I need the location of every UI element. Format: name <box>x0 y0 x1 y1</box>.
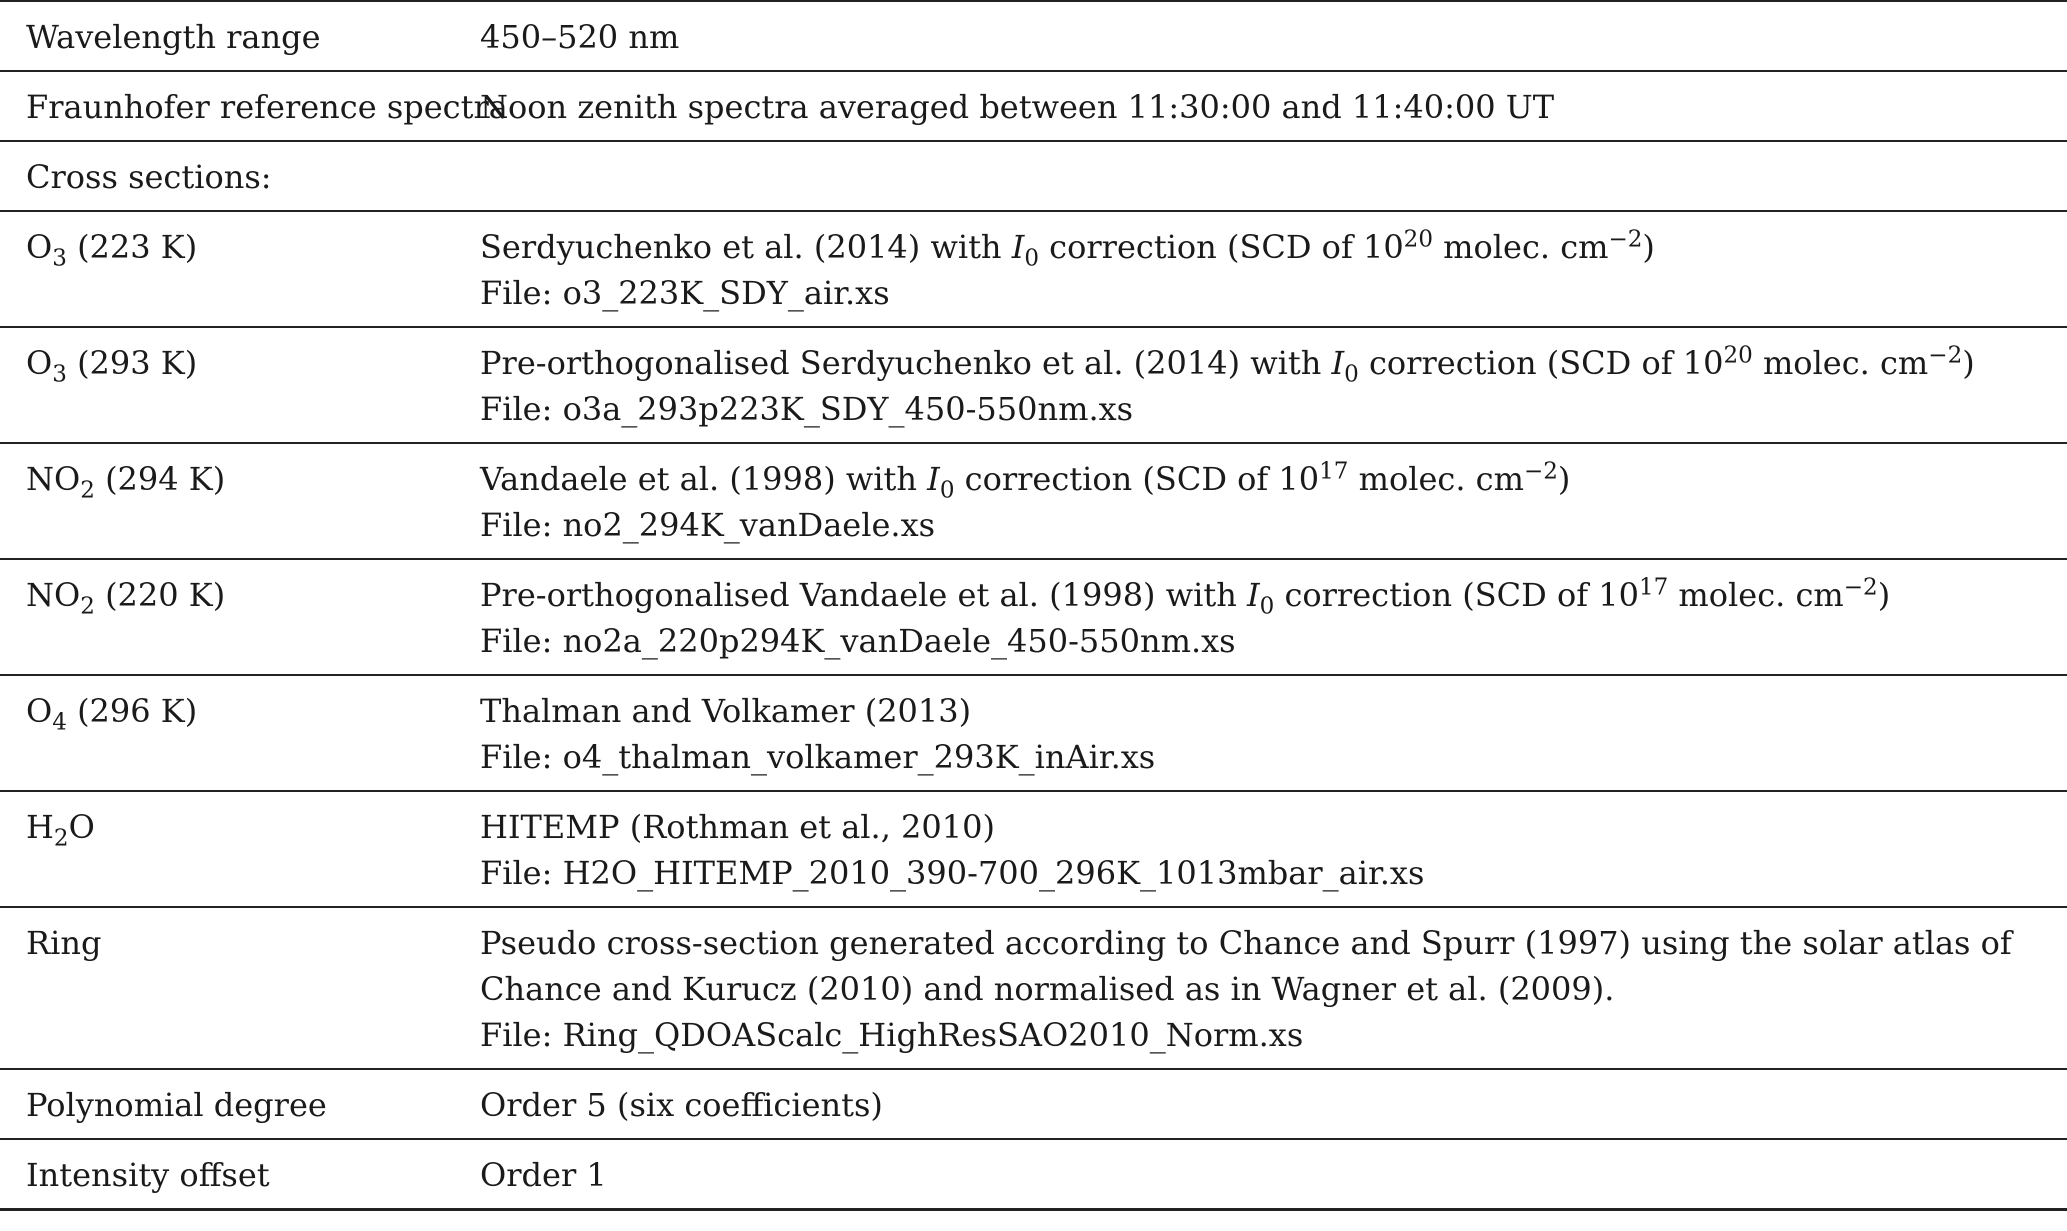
row-label: Intensity offset <box>26 1156 270 1194</box>
table-row <box>0 560 2067 676</box>
table-row <box>0 212 2067 328</box>
species-label: $O_4$ (296 K) <box>26 692 198 736</box>
row-value: Order 1 <box>480 1156 607 1194</box>
row-label: Polynomial degree <box>26 1086 327 1124</box>
cross-section-description: Pre-orthogonalised Vandaele et al. (1998) with $I_0$ correction (SCD of $10^{17}$ molec. $cm^{-2}$) File: no2a_220p294K_vanDaele_450-550nm.xs <box>480 572 2067 664</box>
file-name: File: o3a_293p223K_SDY_450-550nm.xs <box>480 390 1134 428</box>
cross-section-description: Pre-orthogonalised Serdyuchenko et al. (2014) with $I_0$ correction (SCD of $10^{20}$ molec. $cm^{-2}$) File: o3a_293p223K_SDY_450-550nm.xs <box>480 340 2067 432</box>
cross-section-description: Vandaele et al. (1998) with $I_0$ correction (SCD of $10^{17}$ molec. $cm^{-2}$) File: no2_294K_vanDaele.xs <box>480 456 2067 548</box>
file-name: File: o3_223K_SDY_air.xs <box>480 274 890 312</box>
file-name: File: no2a_220p294K_vanDaele_450-550nm.xs <box>480 622 1236 660</box>
file-name: File: Ring_QDOAScalc_HighResSAO2010_Norm.xs <box>480 1016 1304 1054</box>
row-label: Wavelength range <box>26 18 321 56</box>
file-name: File: H2O_HITEMP_2010_390-700_296K_1013mbar_air.xs <box>480 854 1425 892</box>
species-label: $H_2O$ <box>26 808 95 852</box>
table-row <box>0 908 2067 1070</box>
row-label: Fraunhofer reference spectra <box>26 88 508 126</box>
cross-section-description: HITEMP (Rothman et al., 2010) File: H2O_HITEMP_2010_390-700_296K_1013mbar_air.xs <box>480 804 2067 896</box>
table-row <box>0 1070 2067 1140</box>
table-row <box>0 0 2067 72</box>
species-label: Ring <box>26 924 102 962</box>
species-label: $O_3$ (223 K) <box>26 228 198 272</box>
file-name: File: no2_294K_vanDaele.xs <box>480 506 936 544</box>
row-value: 450–520 nm <box>480 18 680 56</box>
species-label: $O_3$ (293 K) <box>26 344 198 388</box>
species-label: $NO_2$ (220 K) <box>26 576 226 620</box>
section-heading: Cross sections: <box>26 158 272 196</box>
cross-section-description: Thalman and Volkamer (2013) File: o4_thalman_volkamer_293K_inAir.xs <box>480 688 2067 780</box>
table-row <box>0 72 2067 142</box>
table-row <box>0 142 2067 212</box>
file-name: File: o4_thalman_volkamer_293K_inAir.xs <box>480 738 1156 776</box>
table-row <box>0 792 2067 908</box>
table-row <box>0 1140 2067 1211</box>
species-label: $NO_2$ (294 K) <box>26 460 226 504</box>
table-row <box>0 328 2067 444</box>
cross-section-description: Pseudo cross-section generated according to Chance and Spurr (1997) using the solar atlas of Chance and Kurucz (2010) and normalised as in Wagner et al. (2009). File: Ring_QDOAScalc_HighResSAO2010_Norm.xs <box>480 920 2067 1058</box>
cross-section-description: Serdyuchenko et al. (2014) with $I_0$ correction (SCD of $10^{20}$ molec. $cm^{-2}$) File: o3_223K_SDY_air.xs <box>480 224 2067 316</box>
row-value: Order 5 (six coefficients) <box>480 1086 883 1124</box>
table-row <box>0 676 2067 792</box>
row-value: Noon zenith spectra averaged between 11:30:00 and 11:40:00 UT <box>480 88 1555 126</box>
table-row <box>0 444 2067 560</box>
